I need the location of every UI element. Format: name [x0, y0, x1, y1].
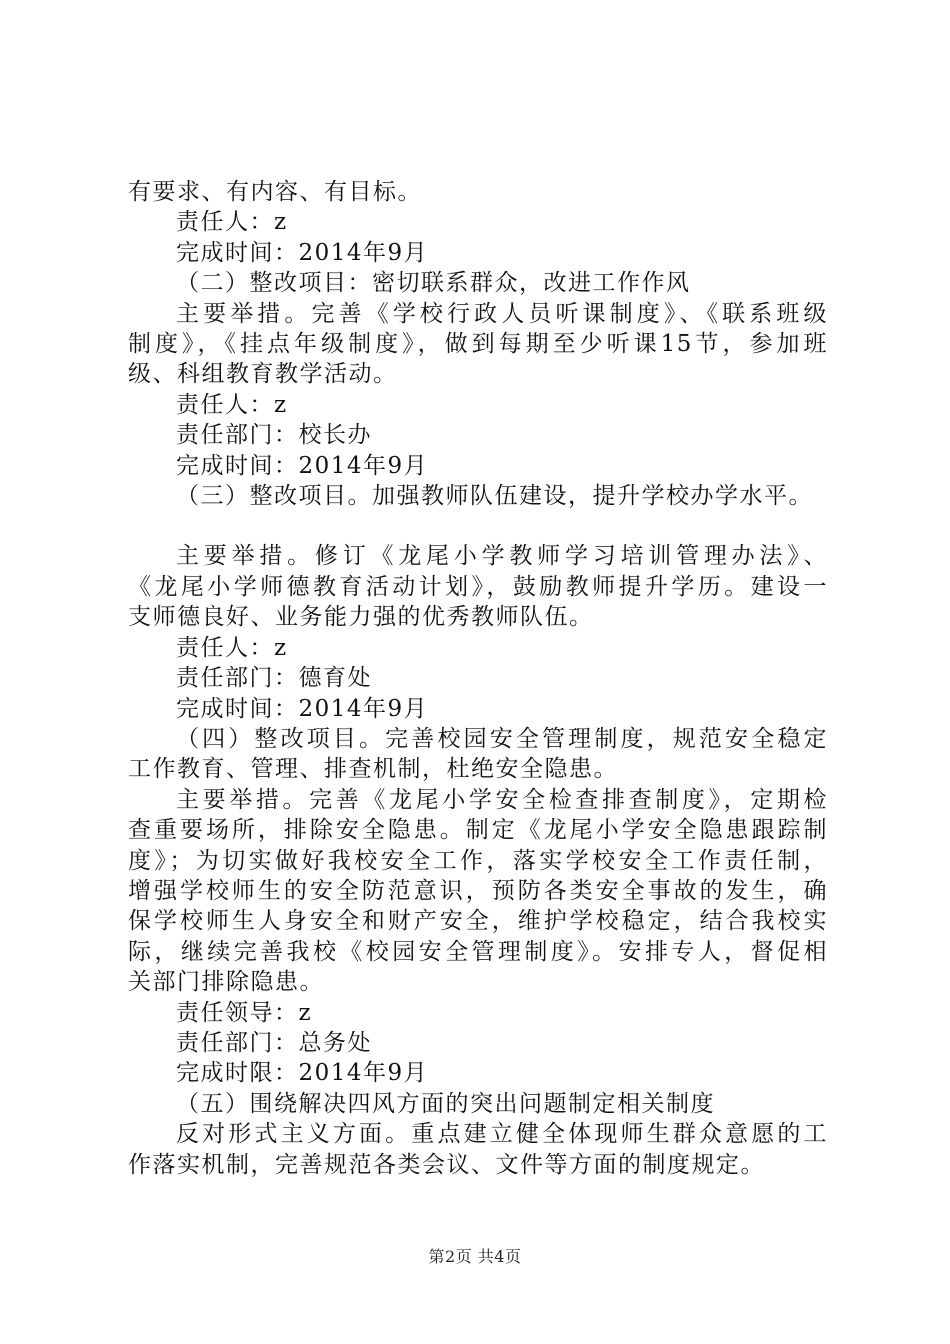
- page-footer: 第2页 共4页: [428, 1247, 522, 1266]
- text-line: 责任人：z: [176, 634, 288, 661]
- text-line: 作落实机制，完善规范各类会议、文件等方面的制度规定。: [128, 1151, 765, 1178]
- text-line: 责任部门：总务处: [176, 1029, 372, 1056]
- text-line: 制度》，《挂点年级制度》，做到每期至少听课15节，参加班: [128, 331, 828, 358]
- text-line: 责任部门：德育处: [176, 665, 372, 692]
- text-line: 责任领导：z: [176, 999, 313, 1026]
- text-line: （三）整改项目。加强教师队伍建设，提升学校办学水平。: [176, 483, 813, 510]
- text-line: 保学校师生人身安全和财产安全，维护学校稳定，结合我校实: [128, 908, 828, 935]
- text-line: 增强学校师生的安全防范意识，预防各类安全事故的发生，确: [128, 877, 828, 904]
- text-line: 主要举措。完善《学校行政人员听课制度》、《联系班级: [176, 300, 828, 327]
- text-line: 反对形式主义方面。重点建立健全体现师生群众意愿的工: [176, 1121, 828, 1148]
- text-line: 完成时间：2014年9月: [176, 239, 429, 266]
- text-line: 责任人：z: [176, 391, 288, 418]
- text-line: （四）整改项目。完善校园安全管理制度，规范安全稳定: [176, 725, 828, 752]
- text-line: 度》；为切实做好我校安全工作，落实学校安全工作责任制，: [128, 847, 828, 874]
- document-body: [128, 177, 848, 1180]
- text-line: 级、科组教育教学活动。: [128, 361, 398, 388]
- text-line: 完成时间：2014年9月: [176, 695, 429, 722]
- text-line: 工作教育、管理、排查机制，杜绝安全隐患。: [128, 756, 618, 783]
- text-line: 完成时限：2014年9月: [176, 1060, 429, 1087]
- text-line: 责任部门：校长办: [176, 422, 372, 449]
- blank-line: [128, 511, 848, 541]
- text-line: （二）整改项目：密切联系群众，改进工作作风: [176, 270, 691, 297]
- text-line: 主要举措。完善《龙尾小学安全检查排查制度》，定期检: [176, 786, 828, 813]
- text-line: 《龙尾小学师德教育活动计划》，鼓励教师提升学历。建设一: [128, 573, 828, 600]
- text-line: 际，继续完善我校《校园安全管理制度》。安排专人，督促相: [128, 938, 828, 965]
- text-line: 主要举措。修订《龙尾小学教师学习培训管理办法》、: [176, 543, 828, 570]
- text-line: 查重要场所，排除安全隐患。制定《龙尾小学安全隐患跟踪制: [128, 817, 828, 844]
- text-line: 责任人：z: [176, 209, 288, 236]
- text-line: （五）围绕解决四风方面的突出问题制定相关制度: [176, 1090, 715, 1117]
- text-line: 关部门排除隐患。: [128, 969, 324, 996]
- text-line: 完成时间：2014年9月: [176, 452, 429, 479]
- text-line: 支师德良好、业务能力强的优秀教师队伍。: [128, 604, 594, 631]
- text-line: 有要求、有内容、有目标。: [128, 179, 422, 205]
